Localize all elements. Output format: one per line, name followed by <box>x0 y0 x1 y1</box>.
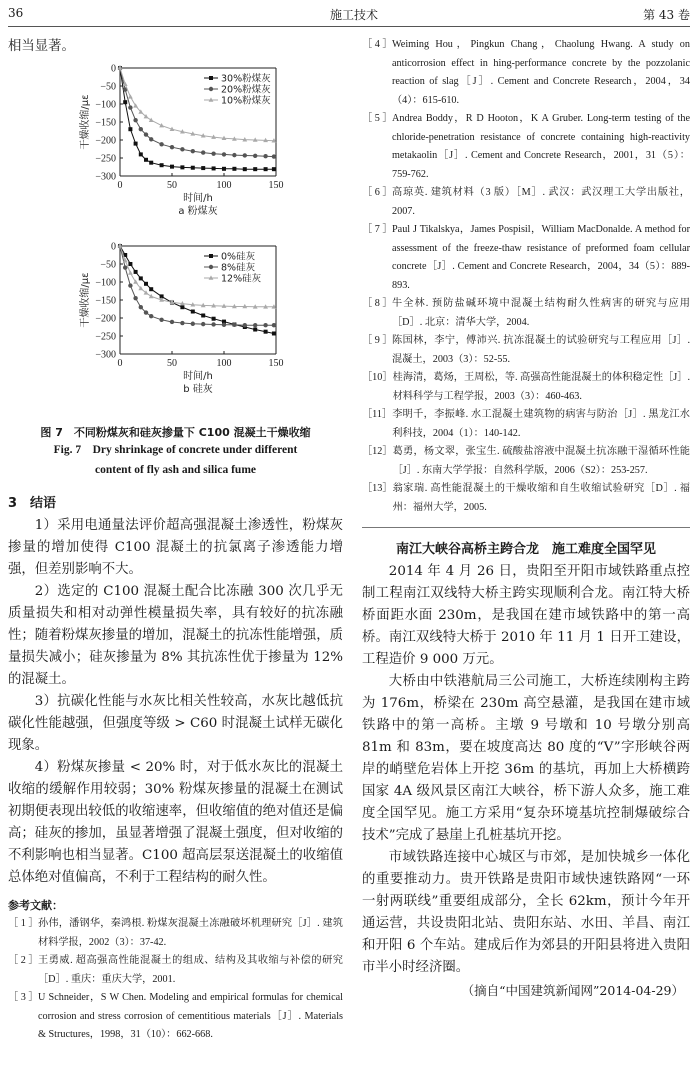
ref-text: 牛全林. 预防盐碱环境中混凝土结构耐久性病害的研究与应用［D］. 北京：清华大学，2004. <box>392 298 690 328</box>
data-point <box>232 153 236 157</box>
data-point <box>272 167 276 171</box>
data-point <box>180 305 184 309</box>
data-point <box>149 294 154 298</box>
y-tick-label: −200 <box>95 313 116 325</box>
news-divider <box>362 527 690 528</box>
data-point <box>144 158 148 162</box>
news-paragraph: 2014 年 4 月 26 日，贵阳至开阳市域铁路重点控制工程南江双线特大桥主跨实现顺利合龙。南江特大桥桥面距水面 230m，是我国在建市域铁路中的第一高桥。南江双线特大桥于 2010 年 11 月 1 日开工建设，工程造价 9 000 万元。 <box>362 564 690 667</box>
data-point <box>139 152 143 156</box>
ref-number: ［ 7 ］ <box>362 224 393 235</box>
y-tick-label: −250 <box>95 331 116 343</box>
ref-text: 王勇威. 超高强高性能混凝土的组成、结构及其收缩与补偿的研究［D］. 重庆：重庆大学，2001. <box>38 955 343 985</box>
reference-item <box>362 110 690 184</box>
references-title: 参考文献： <box>8 899 63 912</box>
volume-label: 第 43 卷 <box>643 8 690 22</box>
data-point <box>211 151 215 155</box>
data-point <box>222 152 226 156</box>
data-point <box>128 105 132 109</box>
y-tick-label: −50 <box>100 259 116 271</box>
news-paragraph: 市域铁路连接中心城区与市郊，是加快城乡一体化的重要推动力。贵开铁路是贵阳市域快速铁路网“一环一射两联线”重要组成部分，全长 62km，预计今年开通运营，共设贵阳北站、贵阳东站、水田、羊昌、南江和开阳 6 个车站。建成后作为郊县的开阳县将进入贵阳市半小时经济圈。 <box>362 850 690 975</box>
y-tick-label: −150 <box>95 117 116 129</box>
y-tick-label: −200 <box>95 135 116 147</box>
x-tick-label: 100 <box>216 180 232 191</box>
ref-text: Andrea Boddy，R D Hooton，K A Gruber. Long-term testing of the chloride-penetration resistance of concrete containing high-reactivity metakaolin［J］. Cement and Concrete Research，2001，31（5）：759-762. <box>392 113 690 180</box>
data-point <box>222 167 226 171</box>
ref-number: ［ 4 ］ <box>362 39 393 50</box>
data-point <box>212 317 216 321</box>
left-column <box>8 36 343 1045</box>
ref-text: 葛勇，杨文翠，张宝生. 硫酸盐溶液中混凝土抗冻融干湿循环性能［J］. 东南大学学报：自然科学版，2006（S2）：253-257. <box>392 446 690 476</box>
data-point <box>191 149 195 153</box>
data-point <box>170 145 174 149</box>
section-title: 3 结语 <box>8 496 57 511</box>
data-point <box>128 283 132 287</box>
data-point <box>134 142 138 146</box>
panel-label: b 硅灰 <box>183 384 213 395</box>
data-point <box>170 165 174 169</box>
ref-number: ［ 1 ］ <box>8 918 39 929</box>
ref-number: ［ 9 ］ <box>362 335 393 346</box>
y-tick-label: −250 <box>95 153 116 165</box>
reference-item <box>362 332 690 369</box>
data-point <box>191 310 195 314</box>
data-point <box>272 331 276 335</box>
news-title: 南江大峡谷高桥主跨合龙 施工难度全国罕见 <box>395 542 656 557</box>
figure-caption-en-2: content of fly ash and silica fume <box>95 464 256 476</box>
ref-text: 桂海清，葛炀，王周松，等. 高强高性能混凝土的体积稳定性［J］. 材料科学与工程学报，2003（3）：460-463. <box>392 372 690 402</box>
data-point <box>212 166 216 170</box>
ref-text: 翁家瑞. 高性能混凝土的干燥收缩和自生收缩试验研究［D］. 福州：福州大学，2005. <box>392 483 690 513</box>
reference-item <box>362 221 690 295</box>
y-tick-label: 0 <box>111 63 116 75</box>
data-point <box>123 265 127 269</box>
data-point <box>128 94 133 98</box>
data-point <box>180 165 184 169</box>
data-point <box>232 167 236 171</box>
y-axis-label: 干燥收缩/με <box>80 94 91 150</box>
x-tick-label: 0 <box>117 180 123 191</box>
y-tick-label: −300 <box>95 171 116 183</box>
data-point <box>243 167 247 171</box>
data-point <box>139 305 143 309</box>
ref-text: 陈国林，李宁，傅沛兴. 抗冻混凝土的试验研究与工程应用［J］. 混凝土，2003（3）：52-55. <box>392 335 690 365</box>
data-point <box>253 328 257 332</box>
data-point <box>191 166 195 170</box>
data-point <box>180 147 184 151</box>
page-header <box>8 0 690 27</box>
conclusion-paragraph: 4）粉煤灰掺量 < 20% 时，对于低水灰比的混凝土收缩的缓解作用较弱；30% 粉煤灰掺量的混凝土在测试初期便表现出较低的收缩速率，但收缩值的绝对值还是偏高；硅灰的掺加，虽显著增强了混凝土强度，但对收缩的不利影响也相当显著。C100 超高层泵送混凝土的收缩值总体绝对值偏高，不利于工程结构的耐久性。 <box>8 760 343 885</box>
reference-item <box>362 184 690 221</box>
data-point <box>170 320 174 324</box>
data-point <box>253 323 257 327</box>
legend-label: 10%粉煤灰 <box>221 95 271 107</box>
x-tick-label: 50 <box>167 358 177 369</box>
legend-marker <box>209 87 213 91</box>
conclusion-paragraph: 2）选定的 C100 混凝土配合比冻融 300 次几乎无质量损失和相对动弹性模量损失率，具有较好的抗冻融性；随着粉煤灰掺量的增加，混凝土的抗冻性能增强，质量损失减小；硅灰掺量为 8% 其抗冻性优于掺量为 12% 的混凝土。 <box>8 584 343 687</box>
conclusion-paragraph: 1）采用电通量法评价超高强混凝土渗透性，粉煤灰掺量的增加使得 C100 混凝土的抗氯离子渗透能力增强，但差别影响不大。 <box>8 518 343 577</box>
y-tick-label: −300 <box>95 349 116 361</box>
data-point <box>159 142 163 146</box>
reference-item <box>362 480 690 517</box>
data-point <box>128 270 133 274</box>
data-point <box>123 100 127 104</box>
lead-text: 相当显著。 <box>8 39 75 54</box>
y-tick-label: 0 <box>111 241 116 253</box>
x-tick-label: 100 <box>216 358 232 369</box>
data-point <box>201 313 205 317</box>
reference-item <box>362 443 690 480</box>
figure-caption-en-1: Fig. 7 Dry shrinkage of concrete under different <box>53 444 298 456</box>
reference-item <box>362 406 690 443</box>
legend-marker <box>209 265 213 269</box>
data-point <box>180 321 184 325</box>
data-point <box>144 132 148 136</box>
legend-label: 8%硅灰 <box>221 262 256 274</box>
data-point <box>201 322 205 326</box>
ref-number: ［11］ <box>362 409 393 420</box>
right-column <box>362 36 690 999</box>
legend-label: 12%硅灰 <box>221 273 262 285</box>
data-point <box>139 276 143 280</box>
figure-caption-zh: 图 7 不同粉煤灰和硅灰掺量下 C100 混凝土干燥收缩 <box>40 426 311 439</box>
x-tick-label: 150 <box>268 180 284 191</box>
ref-number: ［ 5 ］ <box>362 113 393 124</box>
ref-number: ［ 3 ］ <box>8 992 39 1003</box>
data-point <box>128 127 132 131</box>
ref-text: U Schneider，S W Chen. Modeling and empirical formulas for chemical corrosion and stress corrosion of cementitious materials［J］. Materials & Structures，1998，31（10）：662-668. <box>38 992 343 1040</box>
y-tick-label: −100 <box>95 99 116 111</box>
ref-number: ［ 2 ］ <box>8 955 39 966</box>
data-point <box>139 127 143 131</box>
legend-label: 0%硅灰 <box>221 251 256 263</box>
conclusion-paragraph: 3）抗碳化性能与水灰比相关性较高，水灰比越低抗碳化性能越强，但强度等级 > C60 时混凝土试样无碳化现象。 <box>8 694 343 753</box>
ref-text: Weiming Hou，Pingkun Chang，Chaolung Hwang. A study on anticorrosion effect in hing-performance concrete by the pozzolanic reaction of slag［J］. Cement and Concrete Research，2004，34（4）：615-610. <box>392 39 690 106</box>
data-point <box>159 318 163 322</box>
ref-text: 高琼英. 建筑材料（3 版）［M］. 武汉：武汉理工大学出版社，2007. <box>392 187 690 217</box>
news-paragraph: 大桥由中铁港航局三公司施工，大桥连续刚构主跨为 176m，桥梁在 230m 高空悬灌，是我国在建市域铁路中的第一高桥。主墩 9 号墩和 10 号墩分别高 81m 和 83m，要在坡度高达 80 度的“V”字形峡谷两岸的峭壁危岩体上开挖 36m 的基坑，再加上大桥横跨国家 4A 级风景区南江大峡谷，桥下游人众多，施工难度全国罕见。施工方采用“复杂环境基坑控制爆破综合技术”完成了悬崖上孔桩基坑开挖。 <box>362 674 690 843</box>
y-axis-label: 干燥收缩/με <box>80 272 91 328</box>
reference-item <box>362 295 690 332</box>
data-point <box>201 150 205 154</box>
y-tick-label: −150 <box>95 295 116 307</box>
data-point <box>149 118 154 122</box>
legend-marker <box>209 254 213 258</box>
x-tick-label: 0 <box>117 358 123 369</box>
x-axis-label: 时间/h <box>183 371 213 382</box>
data-point <box>160 163 164 167</box>
reference-item <box>8 952 343 989</box>
data-point <box>222 323 226 327</box>
data-point <box>272 323 276 327</box>
ref-number: ［ 8 ］ <box>362 298 393 309</box>
data-point <box>263 154 267 158</box>
panel-label: a 粉煤灰 <box>178 206 218 217</box>
data-point <box>191 322 195 326</box>
ref-number: ［10］ <box>362 372 393 383</box>
x-tick-label: 150 <box>268 358 284 369</box>
data-point <box>211 322 215 326</box>
data-point <box>272 154 276 158</box>
shrinkage-charts <box>8 60 343 420</box>
data-point <box>253 154 257 158</box>
reference-item <box>8 915 343 952</box>
data-point <box>144 282 148 286</box>
data-point <box>149 314 153 318</box>
data-point <box>243 323 247 327</box>
legend-label: 30%粉煤灰 <box>221 73 271 85</box>
ref-text: 李明千，李振峰. 水工混凝土建筑物的病害与防治［J］. 黑龙江水利科技，2004（1）：140-142. <box>392 409 690 439</box>
ref-text: Paul J Tikalskya，James Pospisil，William MacDonalde. A method for assessment of the freeze-thaw resistance of preformed foam cellular concrete［J］. Cement and Concrete Research，2004，34（5）：889-893. <box>392 224 690 291</box>
data-point <box>134 270 138 274</box>
ref-text: 孙伟，潘钢华，秦鸿根. 粉煤灰混凝土冻融破坏机理研究［J］. 建筑材料学报，2002（3）：37-42. <box>38 918 343 948</box>
data-point <box>149 161 153 165</box>
legend-label: 20%粉煤灰 <box>221 84 271 96</box>
data-point <box>149 287 153 291</box>
ref-number: ［ 6 ］ <box>362 187 393 198</box>
page-number: 36 <box>8 6 24 20</box>
news-source: （摘自“中国建筑新闻网”2014-04-29） <box>461 983 684 998</box>
y-tick-label: −50 <box>100 81 116 93</box>
y-tick-label: −100 <box>95 277 116 289</box>
data-point <box>133 296 137 300</box>
ref-number: ［13］ <box>362 483 393 494</box>
x-tick-label: 50 <box>167 180 177 191</box>
journal-title: 施工技术 <box>330 8 379 22</box>
data-point <box>243 153 247 157</box>
data-point <box>253 167 257 171</box>
ref-number: ［12］ <box>362 446 393 457</box>
reference-item <box>8 989 343 1045</box>
data-point <box>264 330 268 334</box>
data-point <box>128 262 132 266</box>
data-point <box>263 323 267 327</box>
data-point <box>144 310 148 314</box>
reference-item <box>362 36 690 110</box>
data-point <box>149 137 153 141</box>
x-axis-label: 时间/h <box>183 193 213 204</box>
data-point <box>232 323 236 327</box>
data-point <box>133 118 137 122</box>
figure-7 <box>8 60 343 420</box>
data-point <box>201 166 205 170</box>
data-point <box>264 167 268 171</box>
legend-marker <box>209 76 213 80</box>
reference-item <box>362 369 690 406</box>
